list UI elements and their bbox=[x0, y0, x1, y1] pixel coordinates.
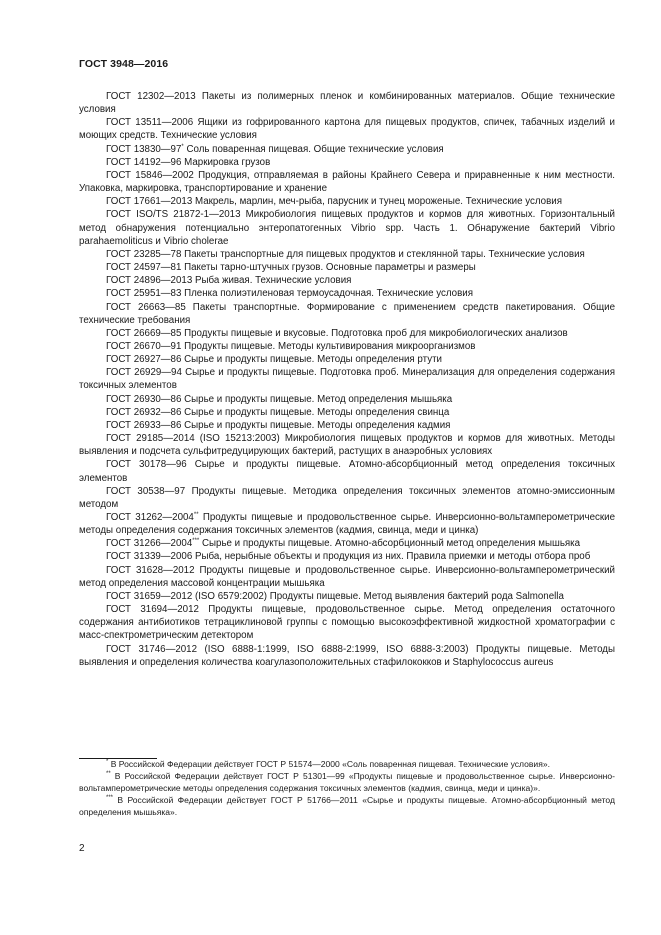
page-number: 2 bbox=[79, 843, 85, 854]
reference-item: ГОСТ 13511—2006 Ящики из гофрированного картона для пищевых продуктов, спичек, табачных изделий и моющих средств. Технические условия bbox=[79, 117, 615, 142]
reference-item: ГОСТ 26932—86 Сырье и продукты пищевые. Методы определения свинца bbox=[106, 406, 450, 418]
reference-item: ГОСТ 30178—96 Сырье и продукты пищевые. Атомно-абсорбционный метод определения токсичных элементов bbox=[79, 459, 615, 484]
reference-item: ГОСТ 26670—91 Продукты пищевые. Методы культивирования микроорганизмов bbox=[106, 340, 476, 352]
reference-item: ГОСТ 31262—2004** Продукты пищевые и продовольственное сырье. Инверсионно-вольтамперометрические методы определения содержания токсичных элементов (кадмия, свинца, меди и цинка) bbox=[79, 512, 615, 537]
reference-item: ГОСТ 15846—2002 Продукция, отправляемая в районы Крайнего Севера и приравненные к ним местности. Упаковка, маркировка, транспортирование и хранение bbox=[79, 169, 615, 195]
footnote-marker: *** bbox=[192, 538, 200, 545]
footnotes bbox=[79, 759, 615, 819]
reference-item: ГОСТ 29185—2014 (ISO 15213:2003) Микробиология пищевых продуктов и кормов для животных. Методы выявления и подсчета сульфитредуцирующих бактерий, растущих в анаэробных условиях bbox=[79, 433, 615, 458]
reference-item: ГОСТ 12302—2013 Пакеты из полимерных пленок и комбинированных материалов. Общие технические условия bbox=[79, 91, 615, 116]
reference-item: ГОСТ 26669—85 Продукты пищевые и вкусовые. Подготовка проб для микробиологических анализов bbox=[106, 327, 568, 339]
reference-item: ГОСТ 13830—97* Соль поваренная пищевая. Общие технические условия bbox=[106, 143, 444, 155]
reference-item: ГОСТ 26930—86 Сырье и продукты пищевые. Метод определения мышьяка bbox=[106, 393, 453, 405]
reference-item: ГОСТ ISO/TS 21872-1—2013 Микробиология пищевых продуктов и кормов для животных. Горизонтальный метод обнаружения потенциально энтеропатогенных Vibrio spp. Часть 1. Обнаружение бактерий Vibrio parahaemoliticus и Vibrio cholerae bbox=[79, 209, 615, 247]
reference-item: ГОСТ 31694—2012 Продукты пищевые, продовольственное сырье. Метод определения остаточного содержания антибиотиков тетрациклиновой группы с помощью высокоэффективной жидкостной хроматографии с масс-спектрометрическим детектором bbox=[79, 604, 615, 642]
reference-item: ГОСТ 30538—97 Продукты пищевые. Методика определения токсичных элементов атомно-эмиссионным методом bbox=[79, 485, 615, 510]
footnote-marker: ** bbox=[193, 512, 199, 518]
reference-item: ГОСТ 31659—2012 (ISO 6579:2002) Продукты пищевые. Метод выявления бактерий рода Salmonella bbox=[106, 590, 564, 602]
footnote-marker: * bbox=[181, 143, 184, 150]
reference-item: ГОСТ 31628—2012 Продукты пищевые и продовольственное сырье. Инверсионно-вольтамперометрический метод определения массовой концентрации мышьяка bbox=[79, 564, 615, 589]
footnote-item: * В Российской Федерации действует ГОСТ Р 51574—2000 «Соль поваренная пищевая. Технические условия». bbox=[106, 759, 550, 769]
reference-item: ГОСТ 31746—2012 (ISO 6888-1:1999, ISO 6888-2:1999, ISO 6888-3:2003) Продукты пищевые. Методы выявления и определения количества коагулазоположительных стафилококков и Staphylococcus aureus bbox=[79, 643, 615, 668]
document-header: ГОСТ 3948—2016 bbox=[79, 58, 169, 70]
reference-item: ГОСТ 14192—96 Маркировка грузов bbox=[106, 156, 271, 168]
reference-item: ГОСТ 26927—86 Сырье и продукты пищевые. Методы определения ртути bbox=[106, 354, 442, 366]
reference-item: ГОСТ 17661—2013 Макрель, марлин, меч-рыба, парусник и тунец мороженые. Технические условия bbox=[106, 196, 563, 208]
reference-item: ГОСТ 23285—78 Пакеты транспортные для пищевых продуктов и стеклянной тары. Технические условия bbox=[106, 248, 585, 260]
footnote-item: ** В Российской Федерации действует ГОСТ Р 51301—99 «Продукты пищевые и продовольственное сырье. Инверсионно-вольтамперометрические методы определения содержания токсичных элементов (кадмия, свинца, меди и цинка)». bbox=[79, 770, 615, 793]
reference-item: ГОСТ 26663—85 Пакеты транспортные. Формирование с применением средств пакетирования. Общие технические требования bbox=[79, 301, 615, 326]
reference-item: ГОСТ 24597—81 Пакеты тарно-штучных грузов. Основные параметры и размеры bbox=[106, 262, 476, 274]
reference-item: ГОСТ 25951—83 Пленка полиэтиленовая термоусадочная. Технические условия bbox=[106, 288, 473, 300]
reference-item: ГОСТ 26933—86 Сырье и продукты пищевые. Методы определения кадмия bbox=[106, 419, 451, 431]
reference-item: ГОСТ 31339—2006 Рыба, нерыбные объекты и продукция из них. Правила приемки и методы отбора проб bbox=[106, 551, 591, 563]
reference-item: ГОСТ 26929—94 Сырье и продукты пищевые. Подготовка проб. Минерализация для определения содержания токсичных элементов bbox=[79, 367, 615, 392]
reference-item: ГОСТ 24896—2013 Рыба живая. Технические условия bbox=[106, 275, 352, 287]
normative-references-list bbox=[79, 90, 615, 669]
footnote-item: *** В Российской Федерации действует ГОСТ Р 51766—2011 «Сырье и продукты пищевые. Атомно-абсорбционный метод определения мышьяка». bbox=[79, 794, 615, 817]
reference-item: ГОСТ 31266—2004*** Сырье и продукты пищевые. Атомно-абсорбционный метод определения мышьяка bbox=[106, 538, 581, 550]
